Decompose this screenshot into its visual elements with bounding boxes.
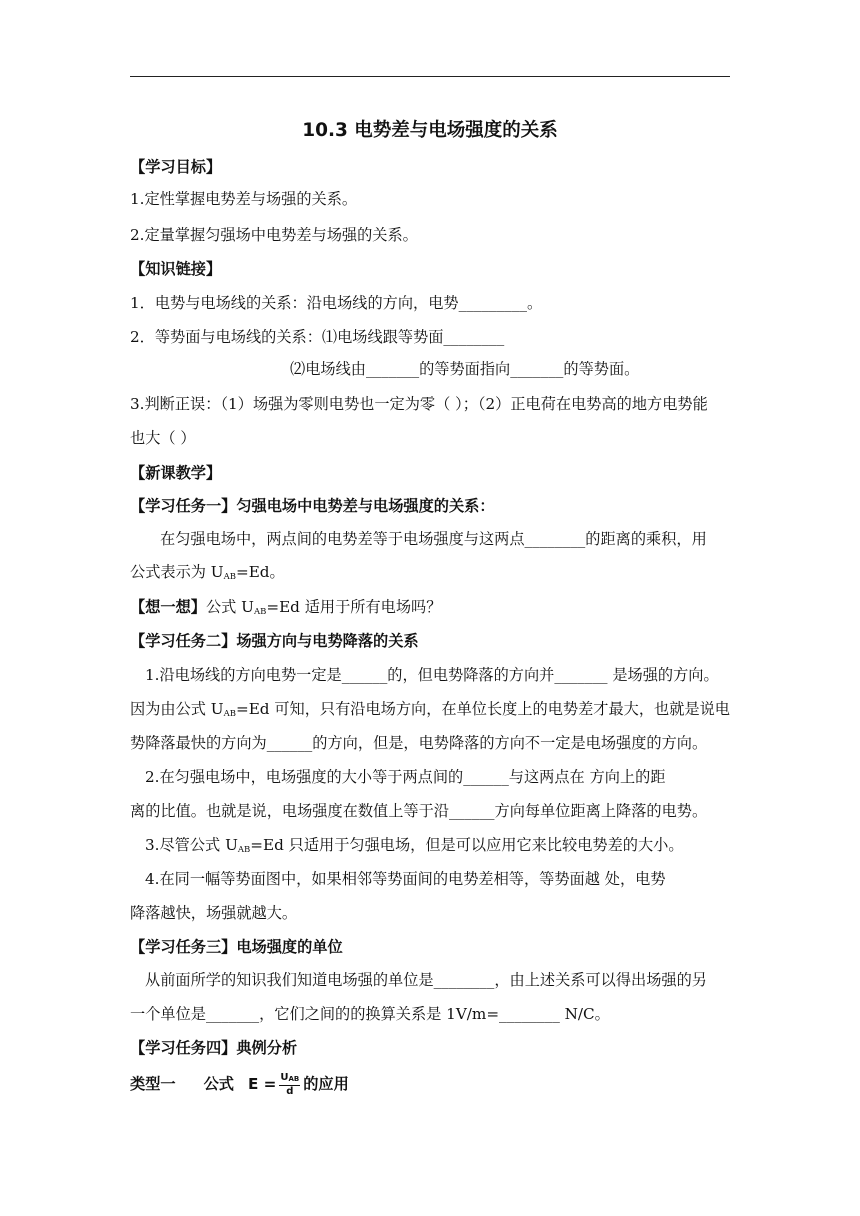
task3-line-2: 一个单位是_______，它们之间的的换算关系是 1V/m=________ N/C。 [130,1005,610,1023]
page-title: 10.3 电势差与电场强度的关系 [302,120,558,141]
task3-heading: 【学习任务三】电场强度的单位 [130,938,343,956]
task2-line-1: 1.沿电场线的方向电势一定是______的，但电势降落的方向并_______ 是场强的方向。 [145,666,719,684]
task2-line-3: 势降落最快的方向为______的方向，但是，电势降落的方向不一定是电场强度的方向。 [130,734,708,752]
task2-line-4: 2.在匀强电场中，电场强度的大小等于两点间的______与这两点在 方向上的距 [145,768,666,786]
think-line: 【想一想】公式 $U_{AB}=Ed$ 适用于所有电场吗？ [130,598,442,617]
formula-fraction: $\frac{\text{UAB}}{d}$ [280,1072,300,1097]
knowledge-2b: ⑵电场线由_______的等势面指向_______的等势面。 [290,360,640,378]
task1-paragraph-1: 在匀强电场中，两点间的电势差等于电场强度与这两点________的距离的乘积，用 [160,530,707,548]
header-rule [130,76,730,77]
formula-label: 公式 [203,1075,234,1093]
task2-line-8: 降落越快，场强就越大。 [130,904,298,922]
task3-line-1: 从前面所学的知识我们知道电场强的单位是________，由上述关系可以得出场强的另 [145,971,707,989]
section-heading-new-lesson: 【新课教学】 [130,464,222,482]
knowledge-1: 1．电势与电场线的关系：沿电场线的方向，电势_________。 [130,294,543,312]
think-label: 【想一想】 [130,598,206,616]
task2-heading: 【学习任务二】场强方向与电势降落的关系 [130,632,419,650]
task2-line-7: 4.在同一幅等势面图中，如果相邻等势面间的电势差相等，等势面越 处，电势 [145,870,666,888]
type-label: 类型一 [130,1075,176,1093]
task2-line-2: 因为由公式 $U_{AB}=Ed$ 可知，只有沿电场方向，在单位长度上的电势差才最大，也就是说电 [130,700,730,719]
knowledge-3b: 也大（ ） [130,429,196,447]
type-one-line [130,1072,730,1097]
objective-1: 1.定性掌握电势差与场强的关系。 [130,190,358,208]
section-heading-objectives: 【学习目标】 [130,158,222,176]
section-heading-knowledge: 【知识链接】 [130,260,222,278]
formula-suffix: 的应用 [303,1075,349,1093]
formula-lhs: E = [247,1075,277,1093]
task1-heading: 【学习任务一】匀强电场中电势差与电场强度的关系： [130,497,495,515]
knowledge-3: 3.判断正误：（1）场强为零则电势也一定为零（ ）；（2）正电荷在电势高的地方电势能 [130,395,708,413]
task1-paragraph-2: 公式表示为 $U_{AB}=Ed$。 [130,563,285,582]
objective-2: 2.定量掌握匀强场中电势差与场强的关系。 [130,226,418,244]
task2-line-6: 3.尽管公式 $U_{AB}=Ed$ 只适用于匀强电场，但是可以应用它来比较电势差的大小。 [145,836,684,855]
knowledge-2: 2．等势面与电场线的关系：⑴电场线跟等势面________ [130,328,505,346]
task2-line-5: 离的比值。也就是说，电场强度在数值上等于沿______方向每单位距离上降落的电势。 [130,802,708,820]
task4-heading: 【学习任务四】典例分析 [130,1039,298,1057]
